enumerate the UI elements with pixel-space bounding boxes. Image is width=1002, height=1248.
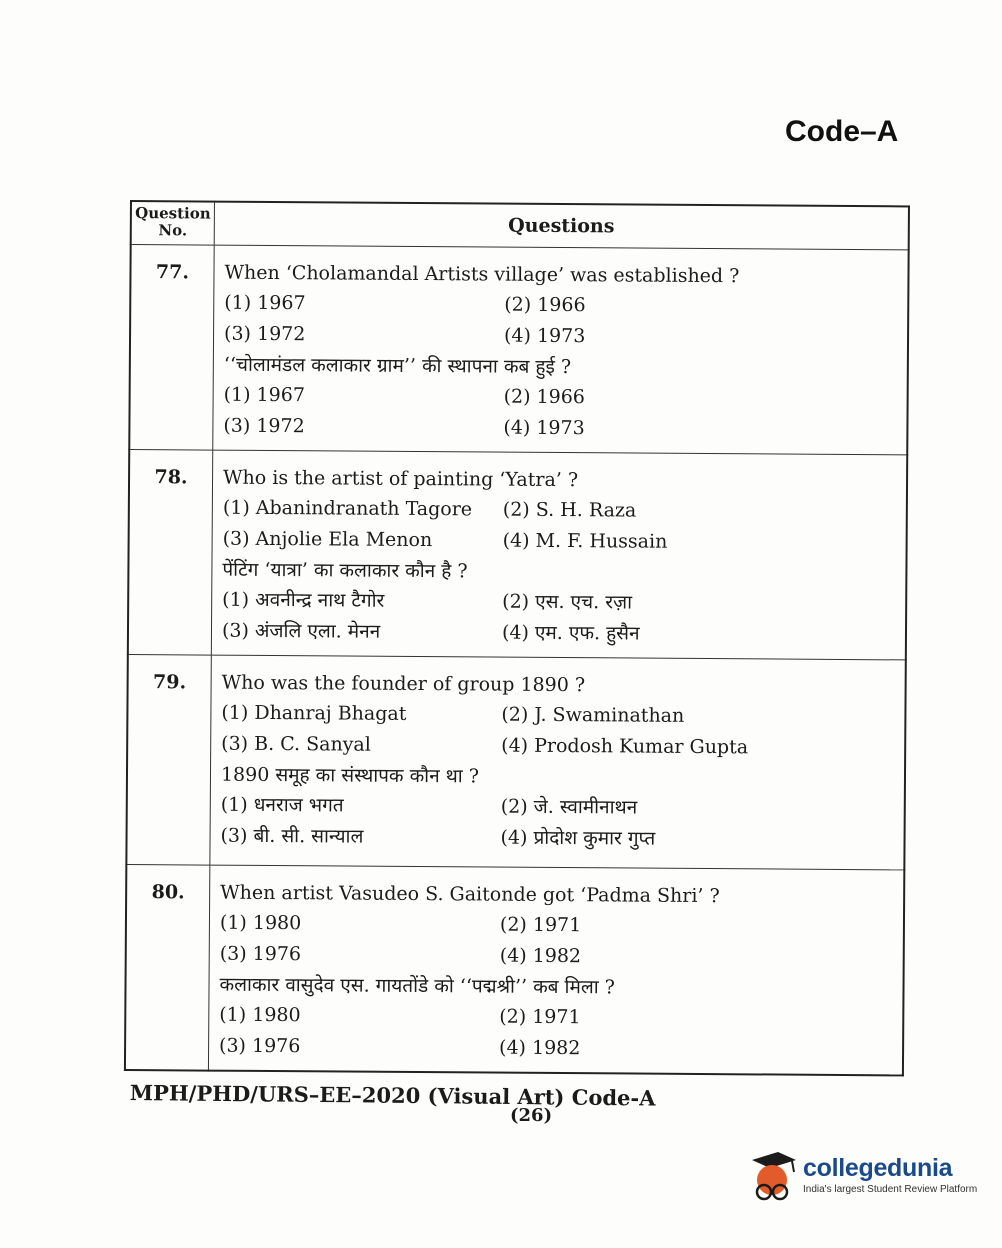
options-english — [224, 288, 897, 355]
question-number: 78. — [128, 450, 213, 656]
option-2: (2) एस. एच. रज़ा — [502, 590, 633, 614]
option-2: (2) 1971 — [499, 913, 582, 937]
option-4: (4) 1982 — [499, 1036, 581, 1060]
question-row — [129, 245, 908, 455]
option-3: (3) बी. सी. सान्याल — [220, 824, 364, 848]
option-4: (4) 1982 — [499, 944, 582, 968]
question-number: 79. — [126, 654, 211, 865]
option-3: (3) 1976 — [219, 942, 302, 966]
question-row — [128, 450, 907, 660]
option-3: (3) B. C. Sanyal — [221, 732, 371, 756]
option-4: (4) एम. एफ. हुसैन — [501, 621, 640, 645]
option-1: (1) 1967 — [224, 291, 306, 315]
options-english — [221, 698, 894, 765]
option-2: (2) 1966 — [504, 293, 586, 317]
option-2: (2) S. H. Raza — [502, 498, 637, 522]
option-3: (3) 1972 — [223, 322, 306, 346]
question-body — [208, 865, 904, 1075]
question-body — [211, 450, 907, 660]
logo-wordmark: collegedunia — [803, 1154, 953, 1182]
option-4: (4) M. F. Hussain — [502, 529, 668, 553]
question-text-english: When artist Vasudeo S. Gaitonde got ‘Padma Shri’ ? — [220, 881, 720, 908]
question-text-english: Who was the founder of group 1890 ? — [221, 671, 586, 697]
question-text-hindi: 1890 समूह का संस्थापक कौन था ? — [220, 763, 480, 788]
option-2: (2) 1966 — [503, 385, 586, 409]
option-1: (1) अवनीन्द्र नाथ टैगोर — [222, 588, 385, 612]
mascot-icon — [748, 1148, 800, 1204]
option-1: (1) Dhanraj Bhagat — [221, 701, 407, 725]
options-english — [223, 493, 896, 560]
option-4: (4) 1973 — [503, 416, 585, 440]
option-1: (1) धनराज भगत — [220, 793, 344, 817]
questions-header: Questions — [214, 202, 909, 250]
option-3: (3) अंजलि एला. मेनन — [221, 619, 381, 643]
option-2: (2) जे. स्वामीनाथन — [500, 795, 638, 819]
question-no-header: Question No. — [131, 201, 215, 245]
option-1: (1) 1980 — [219, 1003, 301, 1027]
paper-footer: MPH/PHD/URS–EE–2020 (Visual Art) Code-A — [129, 1080, 656, 1111]
question-number: 80. — [125, 864, 210, 1070]
logo-tagline: India's largest Student Review Platform — [803, 1184, 978, 1195]
option-3: (3) 1976 — [219, 1034, 301, 1058]
question-text-hindi: ‘‘चोलामंडल कलाकार ग्राम’’ की स्थापना कब हुई ? — [223, 353, 572, 379]
paper-code-header: Code–A — [785, 115, 899, 148]
options-hindi — [222, 585, 895, 652]
option-4: (4) Prodosh Kumar Gupta — [501, 734, 749, 759]
question-table-sheet — [124, 200, 910, 1085]
question-table — [124, 200, 910, 1076]
question-row — [125, 864, 904, 1074]
option-1: (1) 1980 — [219, 911, 302, 935]
options-english — [220, 908, 893, 975]
question-body — [213, 245, 909, 455]
option-3: (3) 1972 — [223, 414, 305, 438]
options-hindi — [219, 1000, 892, 1067]
question-text-english: When ‘Cholamandal Artists village’ was established ? — [224, 261, 740, 288]
table-header-row — [131, 201, 909, 250]
option-3: (3) Anjolie Ela Menon — [222, 527, 433, 552]
option-1: (1) 1967 — [223, 383, 306, 407]
option-1: (1) Abanindranath Tagore — [222, 496, 473, 521]
question-body — [210, 655, 906, 870]
question-row — [126, 654, 905, 869]
options-hindi — [220, 790, 893, 857]
question-number: 77. — [129, 245, 214, 451]
question-text-hindi: कलाकार वासुदेव एस. गायतोंडे को ‘‘पद्मश्री’’ कब मिला ? — [219, 973, 615, 999]
page-number: (26) — [510, 1105, 553, 1126]
option-2: (2) J. Swaminathan — [501, 703, 685, 727]
question-text-english: Who is the artist of painting ‘Yatra’ ? — [222, 466, 579, 492]
option-4: (4) प्रोदोश कुमार गुप्त — [500, 826, 656, 850]
question-text-hindi: पेंटिंग ‘यात्रा’ का कलाकार कौन है ? — [222, 558, 468, 583]
option-2: (2) 1971 — [499, 1005, 581, 1029]
collegedunia-logo — [748, 1148, 978, 1208]
option-4: (4) 1973 — [503, 324, 586, 348]
options-hindi — [223, 380, 896, 447]
